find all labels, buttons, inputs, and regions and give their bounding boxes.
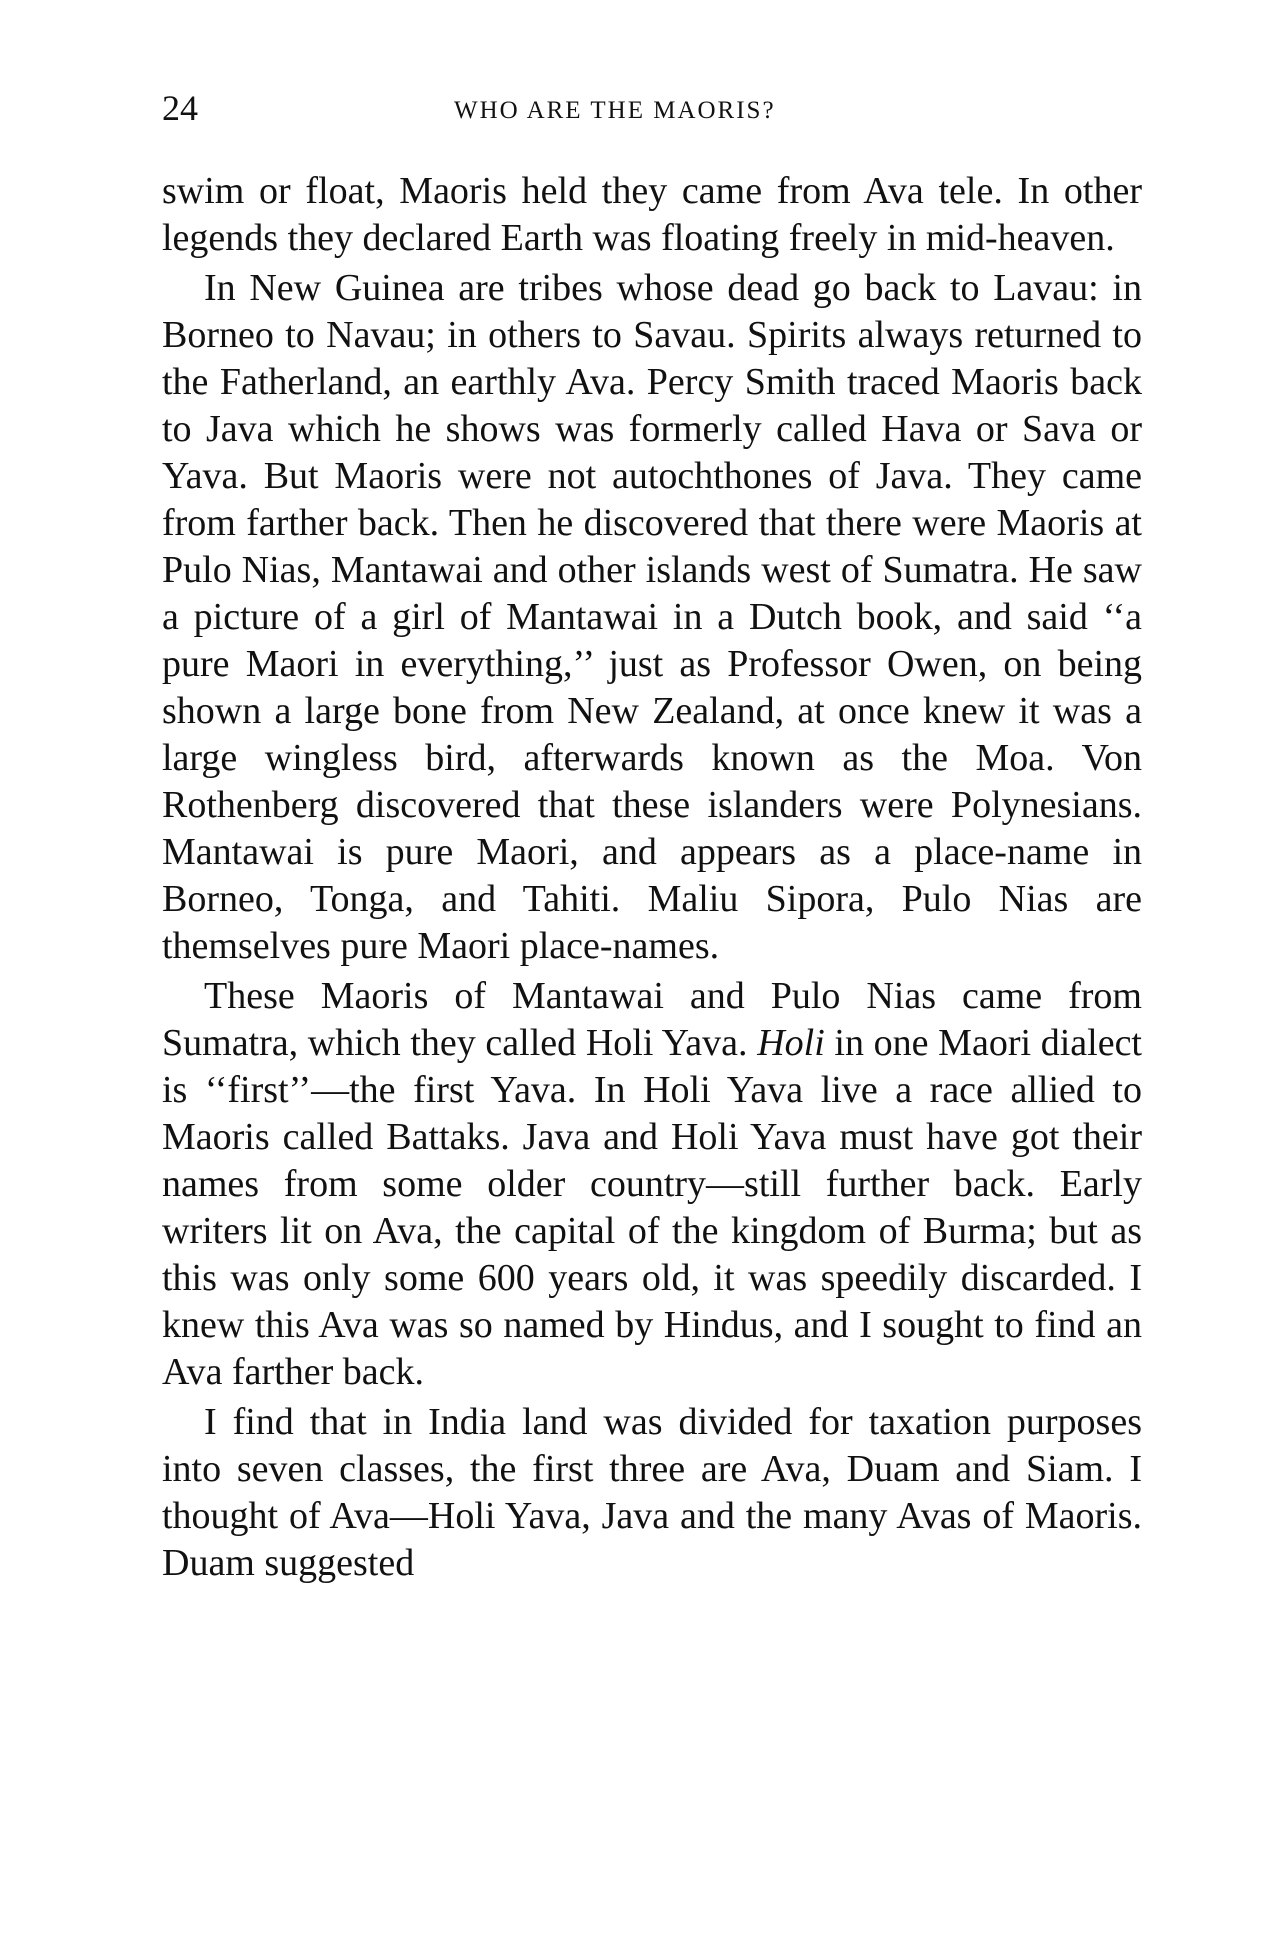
body-text <box>162 168 1142 1590</box>
paragraph-4: I find that in India land was divided for taxation purposes into seven classes, the first three are Ava, Duam and Siam. I thought of Ava—Holi Yava, Java and the many Avas of Maoris. Duam suggested <box>162 1401 1142 1584</box>
paragraph-1: swim or float, Maoris held they came from Ava tele. In other legends they declared Earth was floating freely in mid-heaven. <box>162 170 1142 259</box>
paragraph-3-italic-word: Holi <box>757 1022 825 1064</box>
paragraph-3-text-before: These Maoris of Mantawai and Pulo Nias came from Sumatra, which they called Holi Yava. <box>162 975 1142 1064</box>
page-number: 24 <box>162 88 198 128</box>
paragraph-2: In New Guinea are tribes whose dead go back to Lavau: in Borneo to Navau; in others to Savau. Spirits always returned to the Fatherland, an earthly Ava. Percy Smith traced Maoris back to Java which he shows was formerly called Hava or Sava or Yava. But Maoris were not autochthones of Java. They came from farther back. Then he discovered that there were Maoris at Pulo Nias, Mantawai and other islands west of Sumatra. He saw a picture of a girl of Mantawai in a Dutch book, and said ‘‘a pure Maori in everything,’’ just as Professor Owen, on being shown a large bone from New Zealand, at once knew it was a large wingless bird, afterwards known as the Moa. Von Rothenberg discovered that these islanders were Polynesians. Mantawai is pure Maori, and appears as a place-name in Borneo, Tonga, and Tahiti. Maliu Sipora, Pulo Nias are themselves pure Maori place-names. <box>162 267 1142 967</box>
running-head: WHO ARE THE MAORIS? <box>454 97 776 124</box>
page-header <box>162 88 1142 138</box>
paragraph-3-text-after: in one Maori dialect is ‘‘first’’—the first Yava. In Holi Yava live a race allied to Maoris called Battaks. Java and Holi Yava must have got their names from some older country—still further back. Early writers lit on Ava, the capital of the kingdom of Burma; but as this was only some 600 years old, it was speedily discarded. I knew this Ava was so named by Hindus, and I sought to find an Ava farther back. <box>162 1022 1142 1393</box>
paragraph-3 <box>162 973 1142 1396</box>
